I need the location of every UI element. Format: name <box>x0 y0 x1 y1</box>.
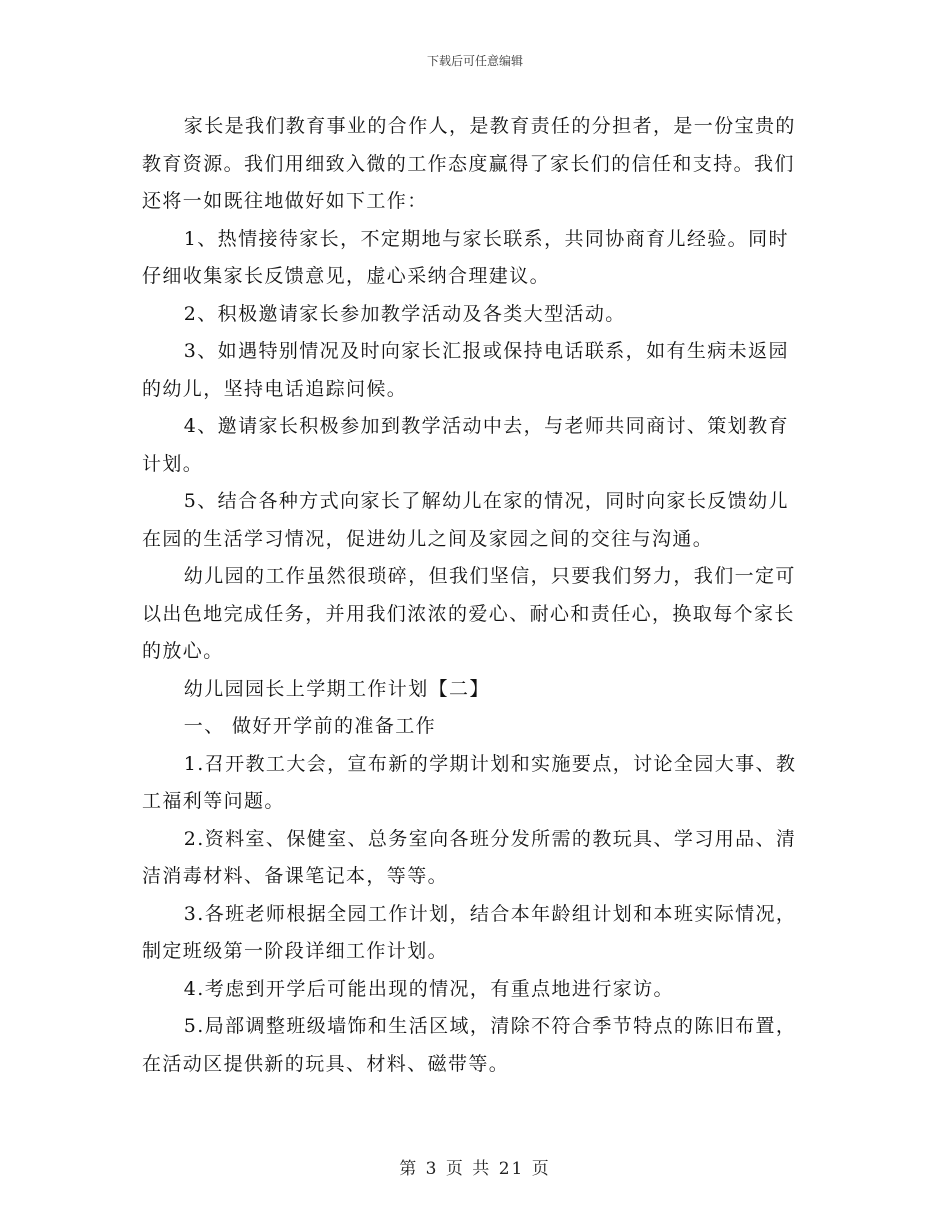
section-heading-preparation: 一、 做好开学前的准备工作 <box>183 715 437 737</box>
paragraph-item-1: 1、热情接待家长，不定期地与家长联系，共同协商育儿经验。同时仔细收集家长反馈意见，虚心采纳合理建议。 <box>142 227 789 287</box>
paragraph-conclusion: 幼儿园的工作虽然很琐碎，但我们坚信，只要我们努力，我们一定可以出色地完成任务，并用我们浓浓的爱心、耐心和责任心，换取每个家长的放心。 <box>142 565 796 662</box>
preparation-item-2: 2.资料室、保健室、总务室向各班分发所需的教玩具、学习用品、清洁消毒材料、备课笔记本，等等。 <box>142 827 797 887</box>
paragraph-parents-intro: 家长是我们教育事业的合作人，是教育责任的分担者，是一份宝贵的教育资源。我们用细致入微的工作态度赢得了家长们的信任和支持。我们还将一如既往地做好如下工作： <box>142 115 796 212</box>
paragraph-item-5: 5、结合各种方式向家长了解幼儿在家的情况，同时向家长反馈幼儿在园的生活学习情况，促进幼儿之间及家园之间的交往与沟通。 <box>142 490 789 550</box>
preparation-item-5: 5.局部调整班级墙饰和生活区域，清除不符合季节特点的陈旧布置，在活动区提供新的玩具、材料、磁带等。 <box>142 1015 797 1075</box>
paragraph-item-2: 2、积极邀请家长参加教学活动及各类大型活动。 <box>183 302 626 325</box>
document-body <box>142 108 807 1083</box>
section-title: 幼儿园园长上学期工作计划【二】 <box>183 677 490 700</box>
paragraph-item-4: 4、邀请家长积极参加到教学活动中去，与老师共同商讨、策划教育计划。 <box>142 415 789 475</box>
paragraph-item-3: 3、如遇特别情况及时向家长汇报或保持电话联系，如有生病未返园的幼儿，坚持电话追踪问候。 <box>142 340 789 400</box>
preparation-item-1: 1.召开教工大会，宣布新的学期计划和实施要点，讨论全园大事、教工福利等问题。 <box>142 752 797 812</box>
page-number: 第 3 页 共 21 页 <box>399 1159 551 1179</box>
preparation-item-4: 4.考虑到开学后可能出现的情况，有重点地进行家访。 <box>183 977 674 1000</box>
preparation-item-3: 3.各班老师根据全园工作计划，结合本年龄组计划和本班实际情况，制定班级第一阶段详细工作计划。 <box>142 902 797 962</box>
page-header-note: 下载后可任意编辑 <box>426 54 523 68</box>
